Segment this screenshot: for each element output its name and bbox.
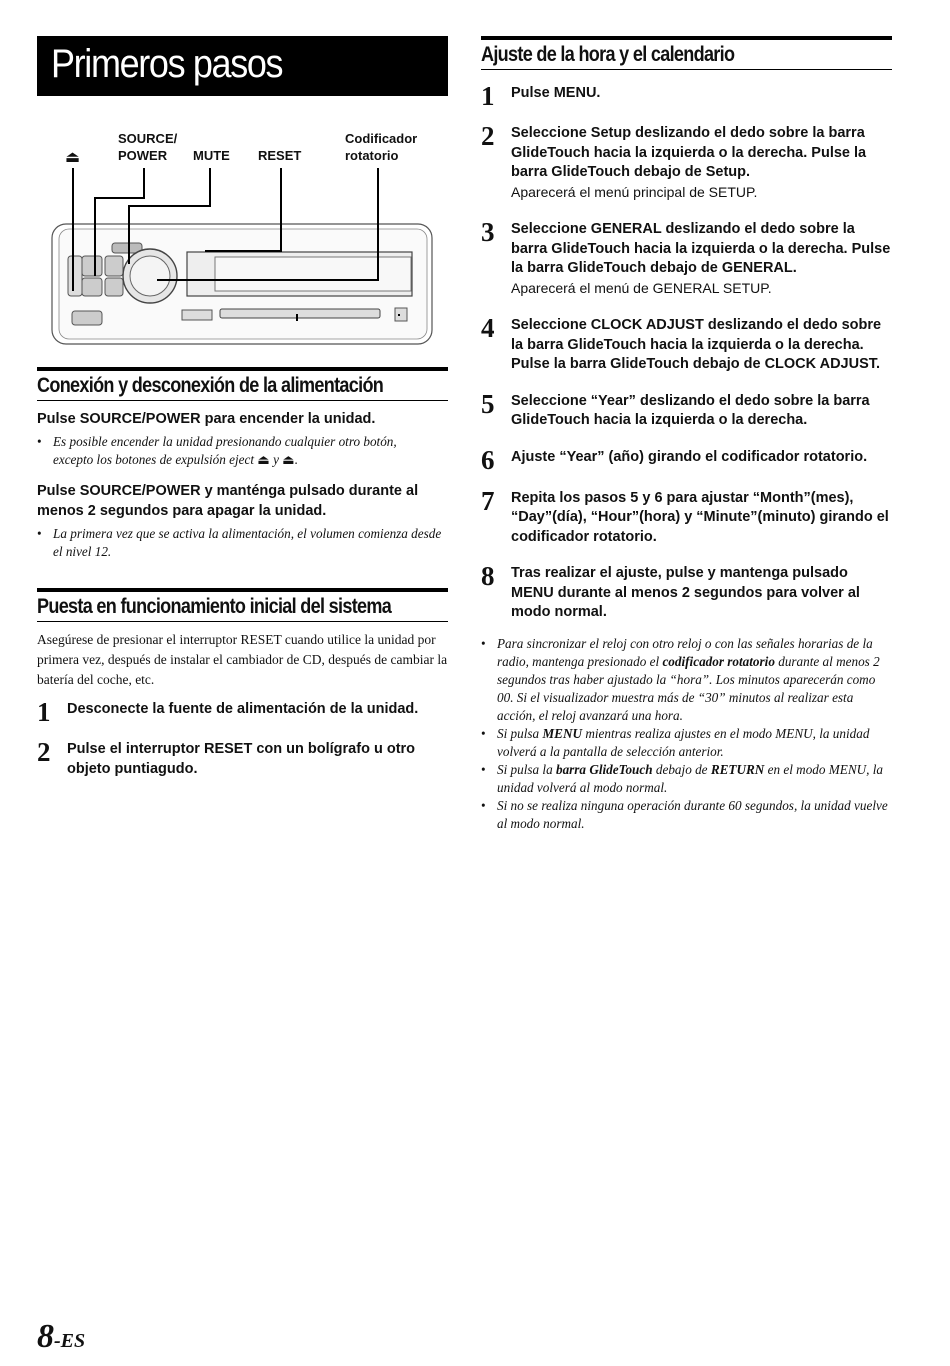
page-number: 8-ES bbox=[37, 1318, 86, 1355]
device-drawing bbox=[37, 126, 448, 346]
initial-step-1: 1 Desconecte la fuente de alimentación de la unidad. bbox=[37, 697, 419, 727]
section-initial-setup bbox=[37, 588, 448, 779]
label-encoder-line2: rotatorio bbox=[345, 148, 399, 163]
instruction-power-on: Pulse SOURCE/POWER para encender la unidad. bbox=[37, 411, 376, 427]
label-source: SOURCE/ bbox=[118, 131, 178, 146]
initial-body-text: Asegúrese de presionar el interruptor RESET cuando utilice la unidad por primera vez, después de instalar el cambiador de CD, después de cambiar la batería del coche, etc. bbox=[37, 632, 448, 687]
notes-power-on bbox=[37, 433, 448, 469]
page-title-bar bbox=[37, 36, 448, 96]
left-column bbox=[37, 36, 448, 777]
label-power: POWER bbox=[118, 148, 168, 163]
clock-step-8: 8 Tras realizar el ajuste, pulse y mantenga pulsado MENU durante al menos 2 segundos para volver al modo normal. bbox=[481, 561, 860, 620]
clock-notes bbox=[481, 635, 892, 833]
eject-icon: ⏏ bbox=[282, 452, 295, 467]
initial-step-2: 2 Pulse el interruptor RESET con un bolígrafo u otro objeto puntiagudo. bbox=[37, 737, 416, 777]
eject-icon: ⏏ bbox=[65, 149, 81, 166]
clock-step-4: 4 Seleccione CLOCK ADJUST deslizando el dedo sobre la barra GlideTouch hacia la izquierda o la derecha. Pulse la barra GlideTouch debajo de CLOCK ADJUST. bbox=[481, 313, 882, 372]
clock-step-5: 5 Seleccione “Year” deslizando el dedo sobre la barra GlideTouch hacia la izquierda o la derecha. bbox=[481, 388, 870, 428]
label-mute: MUTE bbox=[193, 148, 230, 163]
device-diagram bbox=[37, 126, 448, 346]
glidetouch-bar bbox=[220, 309, 380, 318]
section-power bbox=[37, 367, 448, 561]
label-encoder-line1: Codificador bbox=[345, 131, 418, 146]
clock-step-6: 6 Ajuste “Year” (año) girando el codificador rotatorio. bbox=[481, 444, 868, 475]
page-title: Primeros pasos bbox=[51, 42, 283, 86]
notes-power-off bbox=[37, 525, 448, 561]
section-heading-initial: Puesta en funcionamiento inicial del sistema bbox=[37, 588, 448, 622]
note-item: • Para sincronizar el reloj con otro reloj o con las señales horarias de la radio, mantenga presionado el codificador rotatorio durante al menos 2 segundos tras haber ajustado la “hora”. Los minutos aparecerán como 00. Si el visualizador muestra más de “30” minutos al realizar esta acción, el reloj avanzará una hora. bbox=[481, 635, 892, 725]
clock-step-2: 2 Seleccione Setup deslizando el dedo sobre la barra GlideTouch hacia la izquierda o la derecha. Pulse la barra GlideTouch debajo de Setup. Aparecerá el menú principal de SETUP. bbox=[481, 121, 867, 200]
note-item: • La primera vez que se activa la alimentación, el volumen comienza desde el nivel 12. bbox=[37, 525, 448, 561]
section-heading-power: Conexión y desconexión de la alimentación bbox=[37, 367, 448, 401]
section-heading-clock: Ajuste de la hora y el calendario bbox=[481, 36, 892, 70]
eject-icon: ⏏ bbox=[257, 452, 270, 467]
note-item: • Si pulsa MENU mientras realiza ajustes en el modo MENU, la unidad volverá a la pantalla de selección anterior. bbox=[481, 725, 892, 761]
right-column bbox=[481, 36, 892, 833]
clock-step-7: 7 Repita los pasos 5 y 6 para ajustar “Month”(mes), “Day”(día), “Hour”(hora) y “Minute”(minuto) girando el codificador rotatorio. bbox=[481, 485, 889, 545]
note-item: • Si pulsa la barra GlideTouch debajo de RETURN en el modo MENU, la unidad volverá al modo normal. bbox=[481, 761, 892, 797]
instruction-power-off: Pulse SOURCE/POWER y manténga pulsado durante al menos 2 segundos para apagar la unidad. bbox=[37, 483, 419, 519]
clock-step-3: 3 Seleccione GENERAL deslizando el dedo sobre la barra GlideTouch hacia la izquierda o la derecha. Pulse la barra GlideTouch debajo de GENERAL. Aparecerá el menú de GENERAL SETUP. bbox=[481, 217, 891, 296]
note-item: • Si no se realiza ninguna operación durante 60 segundos, la unidad vuelve al modo normal. bbox=[481, 797, 892, 833]
clock-step-1: 1 Pulse MENU. bbox=[481, 81, 601, 111]
label-reset: RESET bbox=[258, 148, 302, 163]
note-item: • Es posible encender la unidad presionando cualquier otro botón, excepto los botones de expulsión eject ⏏ y ⏏. bbox=[37, 433, 448, 469]
